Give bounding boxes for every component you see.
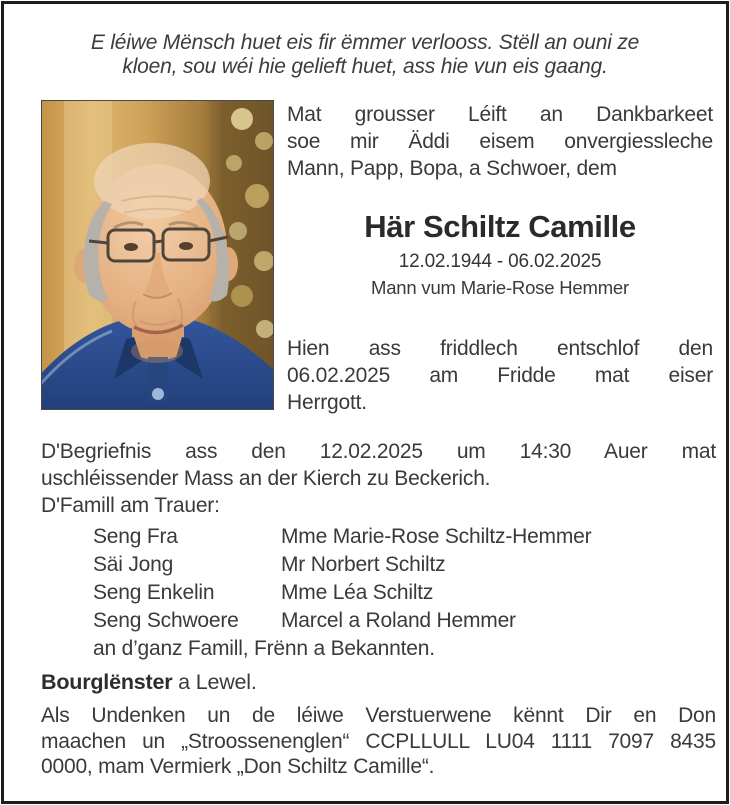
- epitaph: [20, 31, 710, 79]
- family-relation-label: Seng Enkelin: [93, 581, 215, 604]
- family-row: [93, 523, 693, 551]
- family-heading: D'Famill am Trauer:: [41, 494, 220, 517]
- family-member-name: Mme Marie-Rose Schiltz-Hemmer: [281, 525, 592, 548]
- deceased-name: Här Schiltz Camille: [364, 209, 636, 244]
- intro-line-2: soe mir Äddi eisem onvergiessleche: [287, 130, 713, 153]
- family-member-name: Mme Léa Schiltz: [281, 581, 434, 604]
- donation-line-2: maachen un „Stroossenenglen“ CCPLLULL LU04 1111 7097 8435: [41, 729, 716, 753]
- funeral-paragraph: [41, 438, 716, 492]
- portrait-illustration: [42, 101, 273, 409]
- death-paragraph: [287, 335, 713, 416]
- intro-line-1: Mat grousser Léift an Dankbarkeet: [287, 103, 713, 126]
- relation-line: Mann vum Marie-Rose Hemmer: [371, 277, 629, 298]
- family-table: [93, 523, 693, 635]
- obituary-notice: [1, 1, 729, 804]
- family-relation-label: Seng Schwoere: [93, 609, 239, 632]
- epitaph-line-1: E léiwe Mënsch huet eis fir ëmmer verlooss. Stëll an ouni ze: [90, 31, 640, 54]
- family-closing-line: an d’ganz Famill, Frënn a Bekannten.: [93, 637, 435, 660]
- intro-paragraph: [287, 101, 713, 182]
- donation-line-3: 0000, mam Vermierk „Don Schiltz Camille“.: [41, 755, 435, 778]
- location-rest: a Lewel.: [172, 670, 257, 694]
- intro-line-3: Mann, Papp, Bopa, a Schwoer, dem: [287, 157, 617, 180]
- death-line-1: Hien ass friddlech entschlof den: [287, 337, 713, 360]
- life-dates: 12.02.1944 - 06.02.2025: [398, 251, 602, 272]
- portrait-photo: [41, 100, 274, 410]
- location-line: [41, 669, 641, 696]
- family-member-name: Mr Norbert Schiltz: [281, 553, 446, 576]
- family-relation-label: Seng Fra: [93, 525, 178, 548]
- funeral-line-2: uschléissender Mass an der Kierch zu Beckerich.: [41, 467, 491, 490]
- donation-line-1: Als Undenken un de léiwe Verstuerwene kënnt Dir en Don: [41, 704, 716, 727]
- right-column: [287, 101, 713, 416]
- death-line-2: 06.02.2025 am Fridde mat eiser: [287, 364, 713, 387]
- location-name: Bourglënster: [41, 670, 173, 694]
- donation-paragraph: [41, 703, 716, 780]
- family-relation-label: Säi Jong: [93, 553, 174, 576]
- family-row: [93, 551, 693, 579]
- family-member-name: Marcel a Roland Hemmer: [281, 609, 516, 632]
- family-row: [93, 579, 693, 607]
- funeral-line-1: D'Begriefnis ass den 12.02.2025 um 14:30 Auer mat: [41, 440, 716, 463]
- family-row: [93, 607, 693, 635]
- epitaph-line-2: kloen, sou wéi hie gelieft huet, ass hie vun eis gaang.: [122, 55, 608, 78]
- death-line-3: Herrgott.: [287, 391, 367, 414]
